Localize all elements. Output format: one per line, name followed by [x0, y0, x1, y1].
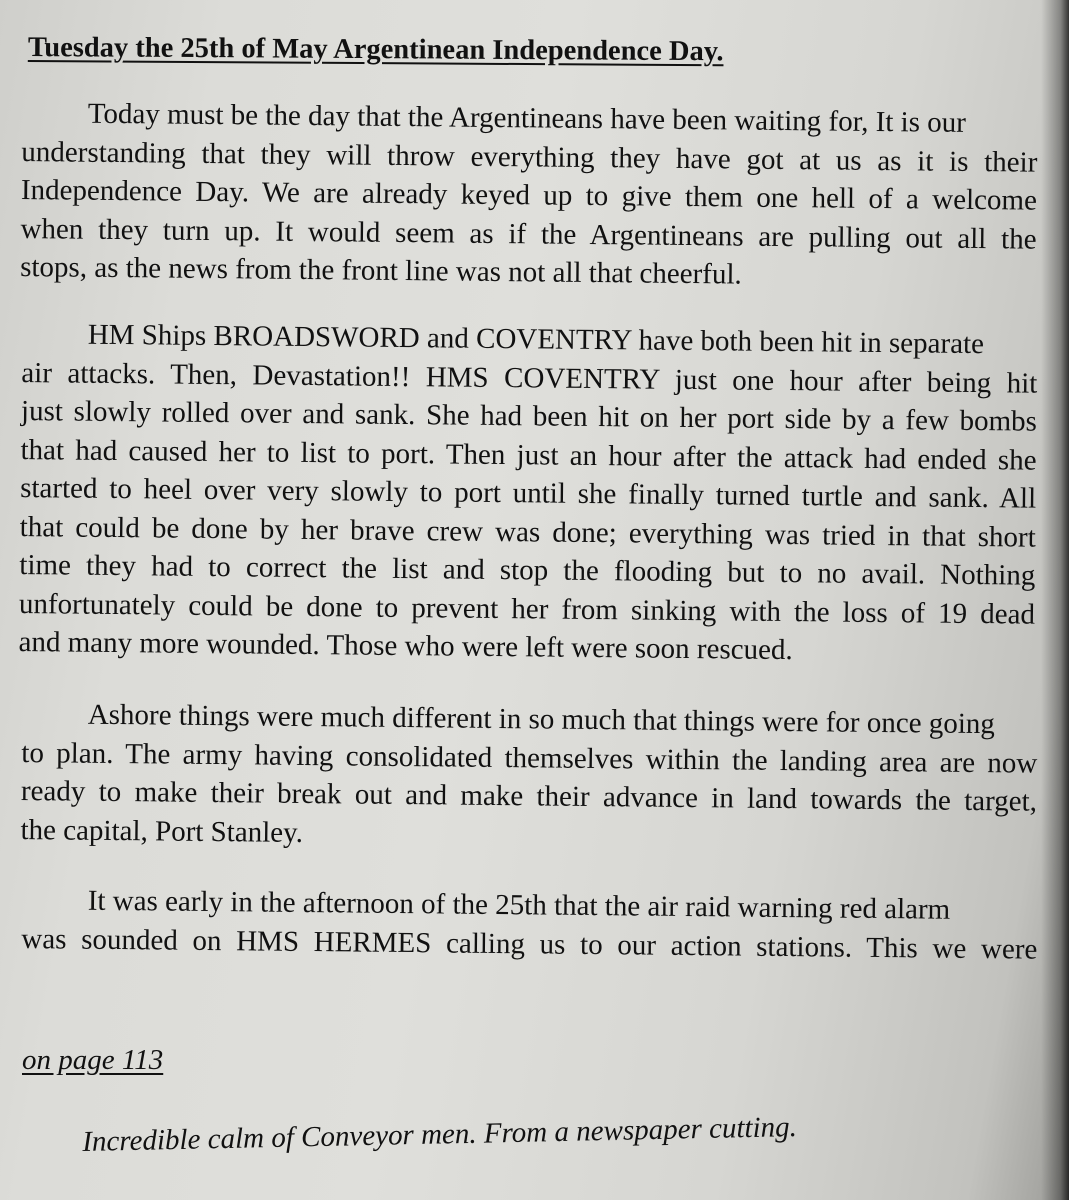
paragraph [21, 881, 1060, 969]
text-line: understanding that they will throw everything they have got at us as it is their [21, 135, 1038, 179]
text-line: stops, as the news from the front line was not all that cheerful. [20, 250, 742, 291]
page-heading: Tuesday the 25th of May Argentinean Independence Day. [27, 31, 724, 68]
text-line: to plan. The army having consolidated themselves within the landing area are now [21, 736, 1038, 780]
text-line: was sounded on HMS HERMES calling us to our action stations. This we were [21, 922, 1038, 966]
text-line: time they had to correct the list and stop the flooding but to no avail. Nothing [19, 548, 1036, 592]
page-reference: on page 113 [22, 1044, 164, 1076]
page-content [18, 28, 1060, 1158]
paragraph [18, 315, 1060, 672]
text-line: when they turn up. It would seem as if the Argentineans are pulling out all the [20, 212, 1037, 256]
text-line: Independence Day. We are already keyed up to give them one hell of a welcome [20, 173, 1038, 217]
text-line: HM Ships BROADSWORD and COVENTRY have both been hit in separate [87, 318, 985, 360]
text-line: It was early in the afternoon of the 25th that the air raid warning red alarm [87, 884, 951, 926]
text-line: that could be done by her brave crew was done; everything was tried in that short [19, 509, 1036, 553]
paragraph [20, 695, 1060, 860]
text-line: started to heel over very slowly to port until she finally turned turtle and sank. All [20, 471, 1037, 515]
paragraph [20, 94, 1060, 297]
caption: Incredible calm of Conveyor men. From a newspaper cutting. [82, 1111, 798, 1158]
text-line: unfortunately could be done to prevent her from sinking with the loss of 19 dead [18, 586, 1036, 630]
text-line: just slowly rolled over and sank. She had been hit on her port side by a few bombs [20, 394, 1038, 438]
text-line: the capital, Port Stanley. [20, 813, 304, 849]
text-line: Today must be the day that the Argentineans have been waiting for, It is our [87, 97, 967, 139]
text-line: that had caused her to list to port. Then just an hour after the attack had ended she [20, 432, 1037, 476]
text-line: Ashore things were much different in so much that things were for once going [87, 698, 996, 741]
text-line: ready to make their break out and make their advance in land towards the target, [20, 774, 1038, 818]
text-line: and many more wounded. Those who were left were soon rescued. [18, 625, 793, 666]
text-line: air attacks. Then, Devastation!! HMS COVENTRY just one hour after being hit [21, 355, 1038, 399]
page-edge-shadow [1041, 0, 1069, 1200]
